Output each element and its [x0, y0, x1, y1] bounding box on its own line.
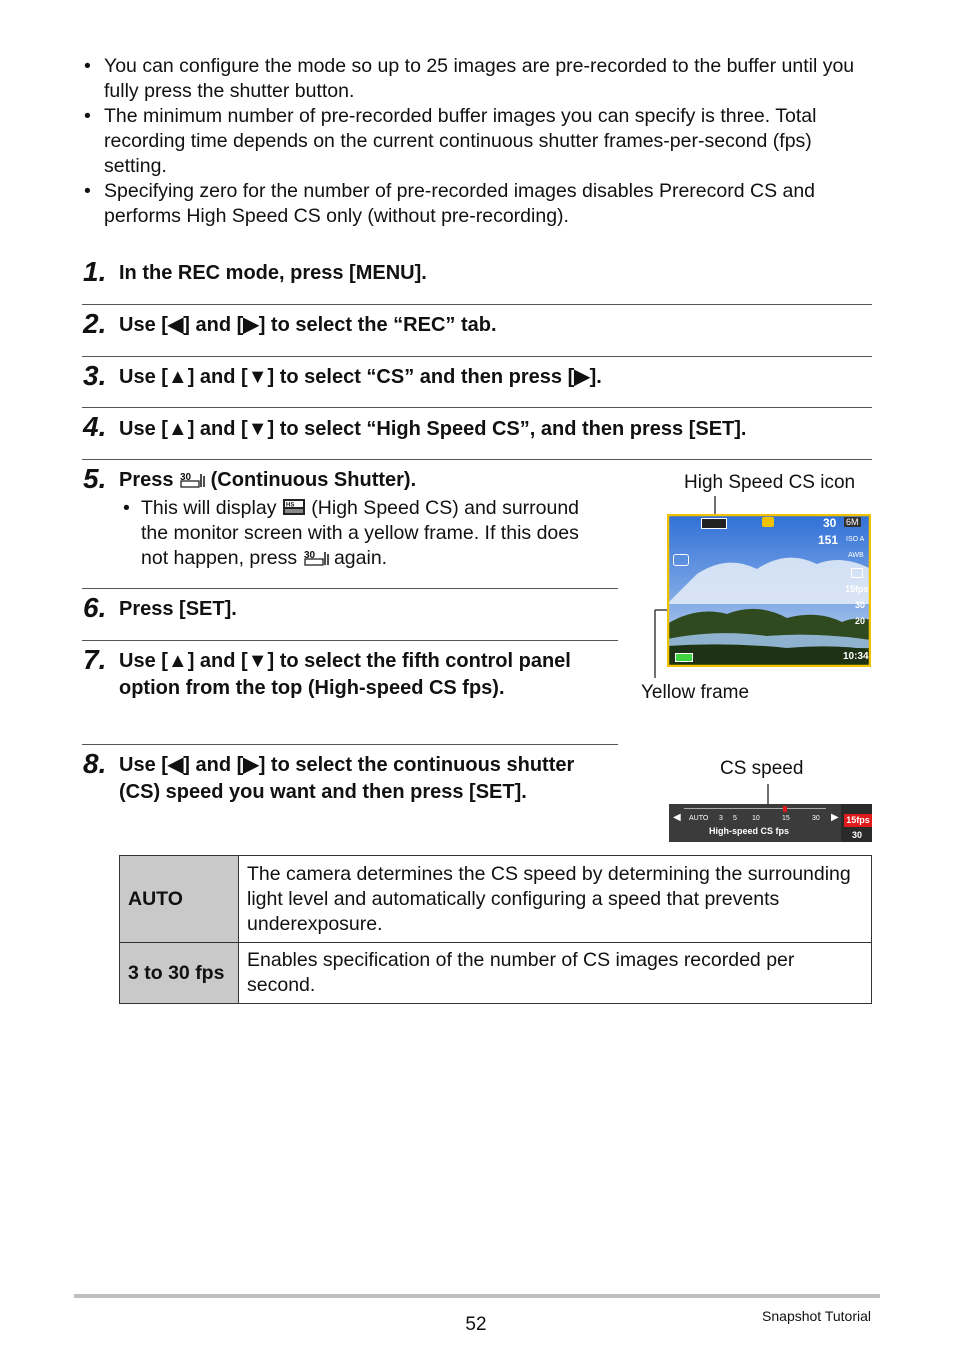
page-number: 52 — [465, 1314, 487, 1335]
divider — [82, 407, 872, 408]
strip-left-arrow-icon: ◀ — [673, 812, 681, 823]
svg-text:HS: HS — [285, 502, 295, 509]
camera-icon — [762, 517, 774, 527]
image-size: 6M — [846, 517, 859, 527]
note-bullet: • This will display HS (High Speed CS) and surround the monitor screen with a yellow frame. If this does not happen, press 30 again. — [123, 496, 603, 571]
caption-high-speed-cs-icon: High Speed CS icon — [684, 472, 856, 493]
footer-title: Snapshot Tutorial — [762, 1308, 871, 1324]
step-number: 4. — [83, 411, 107, 442]
stabilizer-icon — [673, 554, 689, 566]
cs-speed-table — [119, 855, 872, 1004]
bullet-item: • You can configure the mode so up to 25 images are pre-recorded to the buffer until you fully press the shutter button. — [84, 54, 874, 104]
white-balance: AWB — [848, 552, 864, 559]
right-arrow-icon: ▶ — [574, 366, 590, 388]
cs-count-20: 20 — [855, 616, 866, 626]
up-arrow-icon: ▲ — [167, 418, 188, 440]
fps-indicator: 15fps — [845, 584, 869, 594]
strip-label: High-speed CS fps — [709, 826, 790, 836]
continuous-shutter-icon — [303, 548, 329, 566]
strip-fps-selected: 15fps — [844, 814, 872, 827]
strip-right-count: 30 — [852, 830, 863, 840]
strip-marker — [783, 806, 787, 812]
screen-count: 30 — [823, 516, 837, 530]
step-8-text: Use [◀] and [▶] to select the continuous shutter (CS) speed you want and then press [SET]. — [119, 754, 575, 803]
table-value: Enables specification of the number of CS images recorded per second. — [239, 943, 872, 1004]
up-arrow-icon: ▲ — [167, 650, 188, 672]
high-speed-cs-icon — [282, 498, 306, 516]
monitor-image — [667, 514, 871, 667]
bullet-item: • The minimum number of pre-recorded buffer images you can specify is three. Total recording time depends on the current continuous shutter frames-per-second (fps) setting. — [84, 104, 874, 179]
right-arrow-icon: ▶ — [243, 314, 259, 336]
step-number: 1. — [83, 256, 107, 287]
table-row — [120, 856, 872, 943]
table-key: 3 to 30 fps — [120, 943, 239, 1004]
iso-setting: ISO A — [846, 536, 865, 543]
step-7-text: Use [▲] and [▼] to select the fifth control panel option from the top (High-speed CS fps). — [119, 650, 571, 699]
step-5-note — [123, 496, 603, 571]
caption-cs-speed: CS speed — [720, 758, 804, 779]
down-arrow-icon: ▼ — [247, 418, 268, 440]
high-speed-cs-icon — [701, 518, 727, 529]
strip-tick: 5 — [733, 815, 737, 822]
strip-scale — [684, 808, 826, 809]
continuous-shutter-icon — [179, 470, 205, 488]
step-number: 2. — [83, 308, 107, 339]
strip-tick: 30 — [812, 815, 820, 822]
step-number: 3. — [83, 360, 107, 391]
strip-tick: AUTO — [689, 815, 709, 822]
divider — [82, 588, 618, 589]
strip-tick: 15 — [782, 815, 790, 822]
step-number: 6. — [83, 592, 107, 623]
table-value: The camera determines the CS speed by determining the surrounding light level and automatically configuring a speed that prevents underexposure. — [239, 856, 872, 943]
cs-speed-strip — [669, 804, 872, 842]
left-arrow-icon: ◀ — [167, 754, 184, 776]
cs-count-30: 30 — [855, 600, 866, 610]
step-1-text: In the REC mode, press [MENU]. — [119, 262, 427, 284]
step-number: 7. — [83, 644, 107, 675]
camera-monitor-screen — [667, 514, 871, 667]
step-6-text: Press [SET]. — [119, 598, 237, 620]
divider — [82, 744, 618, 745]
step-5-text: Press 30 (Continuous Shutter). — [119, 469, 417, 491]
remaining-shots: 151 — [818, 533, 839, 547]
up-arrow-icon: ▲ — [167, 366, 188, 388]
battery-icon — [675, 653, 693, 662]
clock-time: 10:34 — [843, 651, 869, 662]
divider — [82, 459, 872, 460]
table-key: AUTO — [120, 856, 239, 943]
strip-tick: 3 — [719, 815, 723, 822]
table-row — [120, 943, 872, 1004]
svg-text:30: 30 — [303, 550, 315, 561]
intro-bullets — [84, 54, 874, 229]
caption-yellow-frame: Yellow frame — [641, 682, 750, 703]
strip-panel — [669, 804, 841, 842]
divider — [82, 304, 872, 305]
step-number: 5. — [83, 463, 107, 494]
footer-rule — [74, 1294, 880, 1298]
step-4-text: Use [▲] and [▼] to select “High Speed CS”, and then press [SET]. — [119, 418, 747, 440]
strip-tick: 10 — [752, 815, 760, 822]
step-2-text: Use [◀] and [▶] to select the “REC” tab. — [119, 314, 497, 336]
metering-icon — [851, 568, 863, 578]
divider — [82, 356, 872, 357]
left-arrow-icon: ◀ — [167, 314, 184, 336]
bullet-item: • Specifying zero for the number of pre-recorded images disables Prerecord CS and performs High Speed CS only (without pre-recording). — [84, 179, 874, 229]
down-arrow-icon: ▼ — [247, 650, 268, 672]
step-3-text: Use [▲] and [▼] to select “CS” and then press [▶]. — [119, 366, 602, 388]
svg-text:30: 30 — [180, 472, 192, 483]
right-arrow-icon: ▶ — [243, 754, 259, 776]
strip-right-arrow-icon: ▶ — [831, 812, 839, 823]
step-number: 8. — [83, 748, 107, 779]
down-arrow-icon: ▼ — [247, 366, 268, 388]
divider — [82, 640, 618, 641]
